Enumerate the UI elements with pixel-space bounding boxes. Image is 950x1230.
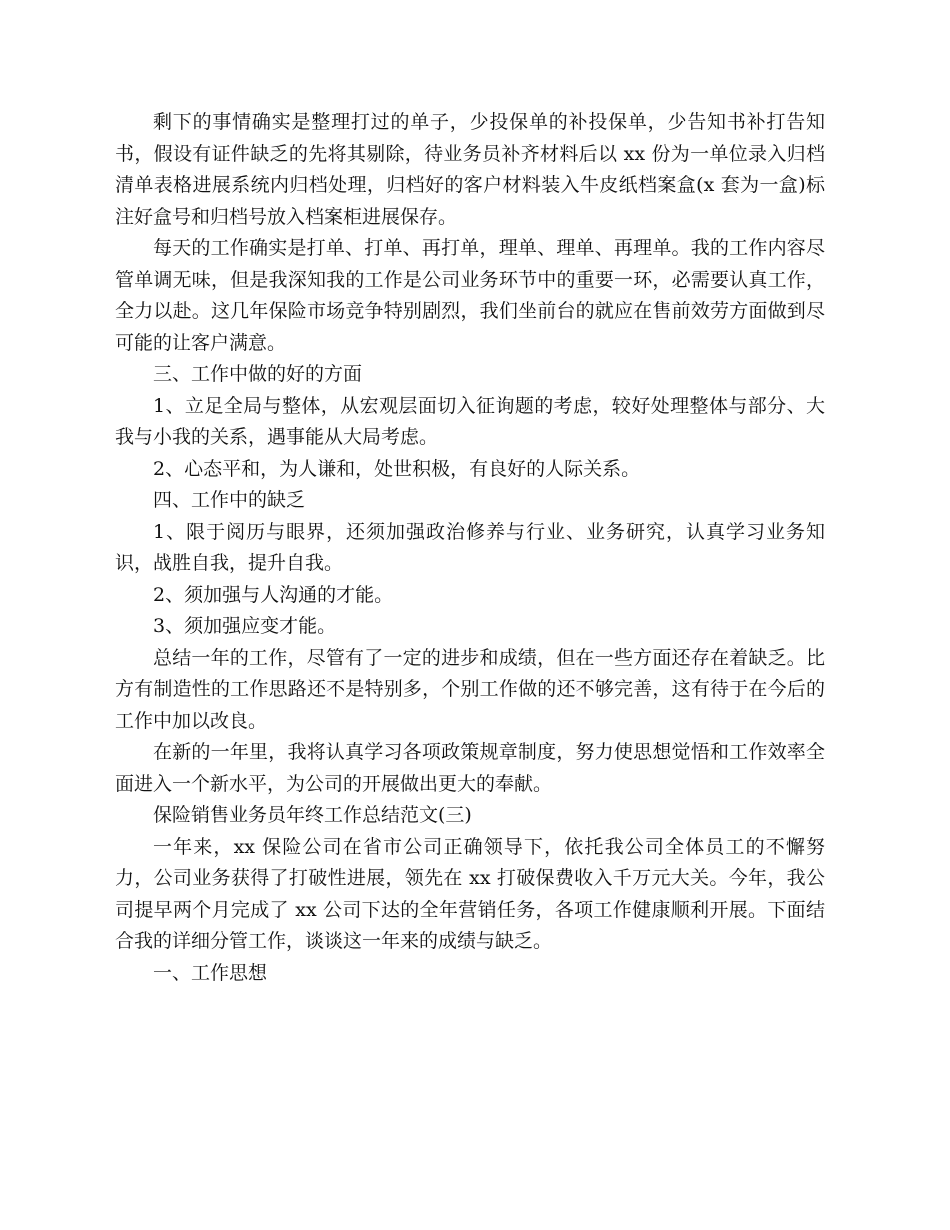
heading-shortcomings: 四、工作中的缺乏 bbox=[153, 489, 306, 511]
section-title-sample-three: 保险销售业务员年终工作总结范文(三) bbox=[153, 804, 472, 826]
paragraph-archiving: 剩下的事情确实是整理打过的单子，少投保单的补投保单，少告知书补打告知书，假设有证件缺乏的先将其剔除，待业务员补齐材料后以 xx 份为一单位录入归档清单表格进展系统内归档处理，归档好的客户材料装入牛皮纸档案盒(x 套为一盒)标注好盒号和归档号放入档案柜进展保存。 bbox=[115, 111, 825, 228]
paragraph-summary: 总结一年的工作，尽管有了一定的进步和成绩，但在一些方面还存在着缺乏。比方有制造性的工作思路还不是特别多，个别工作做的还不够完善，这有待于在今后的工作中加以改良。 bbox=[115, 646, 825, 732]
paragraph-shortcoming-3: 3、须加强应变才能。 bbox=[153, 615, 337, 637]
heading-strengths: 三、工作中做的好的方面 bbox=[153, 363, 363, 385]
paragraph-shortcoming-1: 1、限于阅历与眼界，还须加强政治修养与行业、业务研究，认真学习业务知识，战胜自我，提升自我。 bbox=[115, 520, 825, 574]
heading-work-thoughts: 一、工作思想 bbox=[153, 961, 268, 984]
paragraph-strength-1: 1、立足全局与整体，从宏观层面切入征询题的考虑，较好处理整体与部分、大我与小我的关系，遇事能从大局考虑。 bbox=[115, 394, 825, 448]
paragraph-shortcoming-2: 2、须加强与人沟通的才能。 bbox=[153, 583, 394, 606]
paragraph-annual-review: 一年来，xx 保险公司在省市公司正确领导下，依托我公司全体员工的不懈努力，公司业务获得了打破性进展，领先在 xx 打破保费收入千万元大关。今年，我公司提早两个月完成了 xx 公司下达的全年营销任务，各项工作健康顺利开展。下面结合我的详细分管工作，谈谈这一年来的成绩与缺乏。 bbox=[115, 835, 825, 952]
document-body bbox=[115, 107, 825, 989]
paragraph-strength-2: 2、心态平和，为人谦和，处世积极，有良好的人际关系。 bbox=[153, 457, 641, 480]
paragraph-daily-work: 每天的工作确实是打单、打单、再打单，理单、理单、再理单。我的工作内容尽管单调无味，但是我深知我的工作是公司业务环节中的重要一环，必需要认真工作，全力以赴。这几年保险市场竞争特别剧烈，我们坐前台的就应在售前效劳方面做到尽可能的让客户满意。 bbox=[115, 237, 825, 354]
paragraph-new-year: 在新的一年里，我将认真学习各项政策规章制度，努力使思想觉悟和工作效率全面进入一个新水平，为公司的开展做出更大的奉献。 bbox=[115, 741, 825, 795]
